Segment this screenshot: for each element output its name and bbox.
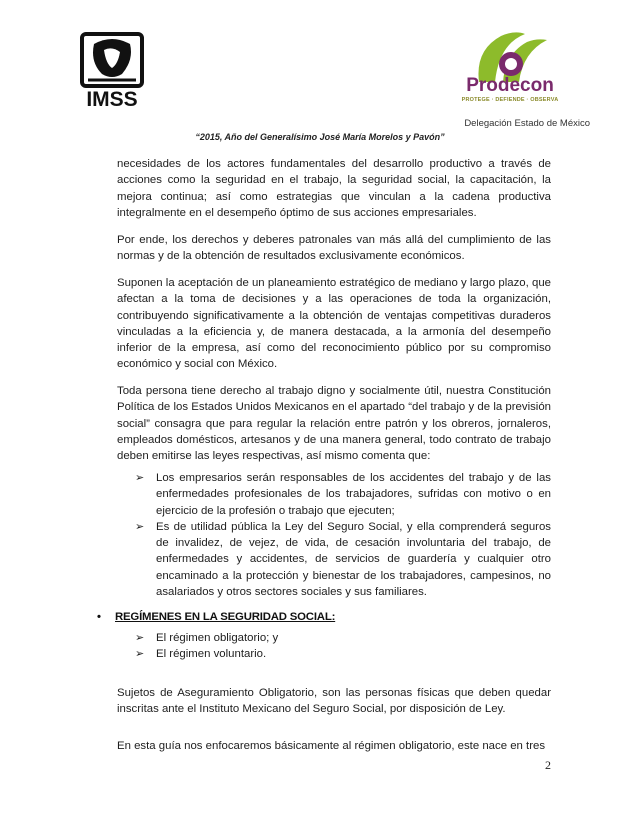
list-item — [135, 630, 551, 646]
constitution-list — [135, 470, 551, 600]
regimen-list — [135, 630, 551, 663]
page-number: 2 — [545, 758, 551, 772]
list-item-text: Los empresarios serán responsables de los accidentes del trabajo y de las enfermedades profesionales de los trabajadores, sufridas con motivo o en ejercicio de la profesión o trabajo que ejecuten; — [156, 472, 551, 517]
paragraph-6: En esta guía nos enfocaremos básicamente al régimen obligatorio, este nace en tres — [117, 740, 546, 752]
list-item-text: Es de utilidad pública la Ley del Seguro Social, y ella comprenderá seguros de invalidez, de vejez, de vida, de cesación involuntaria del trabajo, de enfermedades y accidentes, de servicios de guardería y cualquier otro encaminado a la protección y bienestar de los trabajadores, campesinos, no asalariados y otros sectores sociales y sus familiares. — [156, 520, 551, 599]
arrow-bullet-icon: ➢ — [135, 648, 145, 661]
list-item — [135, 646, 551, 662]
prodecon-logo-tagline: PROTEGE · DEFIENDE · OBSERVA — [461, 97, 559, 103]
section-heading-text: REGÍMENES EN LA SEGURIDAD SOCIAL: — [115, 611, 336, 623]
paragraph-5: Sujetos de Aseguramiento Obligatorio, son las personas físicas que deben quedar inscritas ante el Instituto Mexicano del Seguro Social, por disposición de Ley. — [117, 687, 551, 716]
list-item-text: El régimen obligatorio; y — [156, 632, 279, 644]
paragraph-3: Suponen la aceptación de un planeamiento estratégico de mediano y largo plazo, que afectan a la toma de decisiones y a las operaciones de toda la organización, contribuyendo significativamente a la obtención de ventajas competitivas duraderos vinculadas a la eficiencia y, de manera destacada, a la armonía del desempeño inferior de la empresa, así como del reconocimiento público por su compromiso económico y social con México. — [117, 277, 551, 371]
imss-logo-text: IMSS — [86, 88, 138, 111]
prodecon-logo-name: Prodecon — [466, 75, 554, 96]
arrow-bullet-icon: ➢ — [135, 472, 145, 484]
section-heading — [97, 611, 497, 623]
list-item — [135, 470, 551, 519]
arrow-bullet-icon: ➢ — [135, 632, 145, 644]
arrow-bullet-icon: ➢ — [135, 520, 145, 533]
header-motto: “2015, Año del Generalísimo José María Morelos y Pavón” — [195, 132, 445, 142]
paragraph-1: necesidades de los actores fundamentales del desarrollo productivo a través de acciones como la seguridad en el trabajo, la seguridad social, la capacitación, la mejora continua; así como estrategias que vinculan a la cadena productiva integralmente en el desempeño óptimo de sus acciones empresariales. — [117, 158, 551, 219]
bullet-icon: • — [97, 611, 101, 623]
list-item — [135, 519, 551, 600]
list-item-text: El régimen voluntario. — [156, 648, 267, 661]
delegacion-label: Delegación Estado de México — [464, 118, 590, 129]
paragraph-2: Por ende, los derechos y deberes patronales van más allá del cumplimiento de las normas y de la obtención de resultados exclusivamente económicos. — [117, 234, 551, 263]
paragraph-4: Toda persona tiene derecho al trabajo digno y socialmente útil, nuestra Constitución Política de los Estados Unidos Mexicanos en el apartado “del trabajo y de la previsión social” consagra que para regular la relación entre patrón y los obreros, jornaleros, empleados domésticos, artesanos y de una manera general, todo contrato de trabajo deben emitirse las leyes respectivas, así mismo comenta que: — [117, 385, 551, 463]
